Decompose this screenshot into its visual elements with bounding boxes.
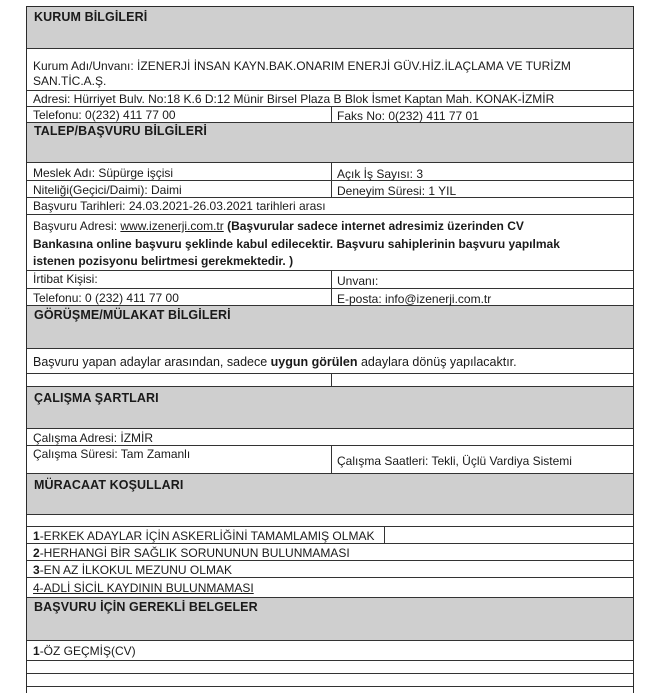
talep-adres-row [27, 215, 633, 271]
section-header-kurum [27, 7, 633, 49]
talep-phone: Telefonu: 0 (232) 411 77 00 [33, 291, 179, 305]
muracaat-item-4 [33, 581, 254, 595]
basvuru-adresi [33, 219, 524, 233]
item-text: -EN AZ İLKOKUL MEZUNU OLMAK [39, 563, 232, 577]
section-title: BAŞVURU İÇİN GEREKLİ BELGELER [34, 600, 258, 614]
talep-meslek-row [27, 163, 633, 181]
job-posting-form [26, 6, 634, 693]
section-title: MÜRACAAT KOŞULLARI [34, 478, 184, 492]
kurum-name-row [27, 49, 633, 91]
item-number: 2 [33, 546, 40, 560]
kurum-fax: Faks No: 0(232) 411 77 01 [337, 109, 479, 123]
kurum-name-line1: Kurum Adı/Unvanı: İZENERJİ İNSAN KAYN.BAK.ONARIM ENERJİ GÜV.HİZ.İLAÇLAMA VE TURİZM [33, 59, 571, 73]
empty-row [27, 661, 633, 674]
kurum-address-row [27, 91, 633, 107]
muracaat-item-row [27, 578, 633, 598]
talep-nitelik-row [27, 181, 633, 198]
section-title: ÇALIŞMA ŞARTLARI [34, 391, 159, 405]
talep-irtibat-row [27, 271, 633, 289]
calisma-suresi: Çalışma Süresi: Tam Zamanlı [33, 447, 191, 461]
talep-tarih-row [27, 198, 633, 215]
irtibat-kisisi: İrtibat Kişisi: [33, 272, 98, 286]
meslek-adi: Meslek Adı: Süpürge işçisi [33, 166, 174, 180]
item-number: 1 [33, 644, 40, 658]
belgeler-item-1 [33, 644, 136, 658]
belgeler-item-row [27, 641, 633, 661]
section-title: KURUM BİLGİLERİ [34, 10, 148, 24]
basvuru-note-1: (Başvurular sadece internet adresimiz üzerinden CV [227, 219, 524, 233]
gorusme-text-b: uygun görülen [270, 355, 358, 369]
basvuru-adresi-label: Başvuru Adresi: [33, 219, 118, 233]
section-header-gorusme [27, 306, 633, 349]
muracaat-item-3 [33, 563, 232, 577]
section-header-muracaat [27, 474, 633, 515]
talep-email[interactable]: E-posta: info@izenerji.com.tr [337, 292, 492, 306]
section-title: GÖRÜŞME/MÜLAKAT BİLGİLERİ [34, 308, 231, 322]
calisma-adresi: Çalışma Adresi: İZMİR [33, 431, 154, 445]
gorusme-text [33, 355, 517, 369]
basvuru-url-link[interactable]: www.izenerji.com.tr [120, 219, 224, 233]
calisma-sure-row [27, 446, 633, 474]
muracaat-item-2 [33, 546, 350, 560]
gorusme-text-a: Başvuru yapan adaylar arasından, sadece [33, 355, 268, 369]
muracaat-item-row [27, 544, 633, 561]
deneyim-suresi: Deneyim Süresi: 1 YIL [337, 184, 457, 198]
section-header-calisma [27, 387, 633, 429]
basvuru-tarihleri: Başvuru Tarihleri: 24.03.2021-26.03.2021 tarihleri arası [33, 199, 326, 213]
unvani: Unvanı: [337, 274, 379, 288]
acik-is-sayisi: Açık İş Sayısı: 3 [337, 167, 424, 181]
section-header-talep [27, 123, 633, 163]
muracaat-item-row [27, 527, 633, 544]
niteligi: Niteliği(Geçici/Daimi): Daimi [33, 183, 182, 197]
kurum-address: Adresi: Hürriyet Bulv. No:18 K.6 D:12 Münir Birsel Plaza B Blok İsmet Kaptan Mah. KONAK-İZMİR [33, 92, 555, 106]
gorusme-text-row [27, 349, 633, 374]
item-text: -ERKEK ADAYLAR İÇİN ASKERLİĞİNİ TAMAMLAMIŞ OLMAK [39, 529, 375, 543]
muracaat-item-row [27, 561, 633, 578]
basvuru-note-2: Bankasına online başvuru şeklinde kabul edilecektir. Başvuru sahiplerinin başvuru yapılmak [33, 237, 560, 251]
item-text: 4-ADLİ SİCİL KAYDININ BULUNMAMASI [33, 581, 254, 595]
item-number: 1 [33, 529, 40, 543]
calisma-saatleri: Çalışma Saatleri: Tekli, Üçlü Vardiya Sistemi [337, 454, 572, 468]
talep-iletisim-row [27, 289, 633, 306]
basvuru-note-3: istenen pozisyonu belirtmesi gerekmektedir. ) [33, 254, 294, 268]
kurum-name-line2: SAN.TİC.A.Ş. [33, 74, 107, 88]
empty-row [27, 374, 633, 387]
section-header-belgeler [27, 598, 633, 641]
kurum-phone: Telefonu: 0(232) 411 77 00 [33, 108, 176, 122]
kurum-phone-row [27, 107, 633, 123]
item-text: -ÖZ GEÇMİŞ(CV) [39, 644, 136, 658]
calisma-adres-row [27, 429, 633, 446]
section-title: TALEP/BAŞVURU BİLGİLERİ [34, 124, 207, 138]
item-number: 3 [33, 563, 40, 577]
muracaat-item-1 [33, 529, 374, 543]
item-text: -HERHANGİ BİR SAĞLIK SORUNUNUN BULUNMAMASI [39, 546, 350, 560]
empty-row [27, 515, 633, 527]
gorusme-text-c: adaylara dönüş yapılacaktır. [360, 355, 517, 369]
empty-row [27, 674, 633, 687]
